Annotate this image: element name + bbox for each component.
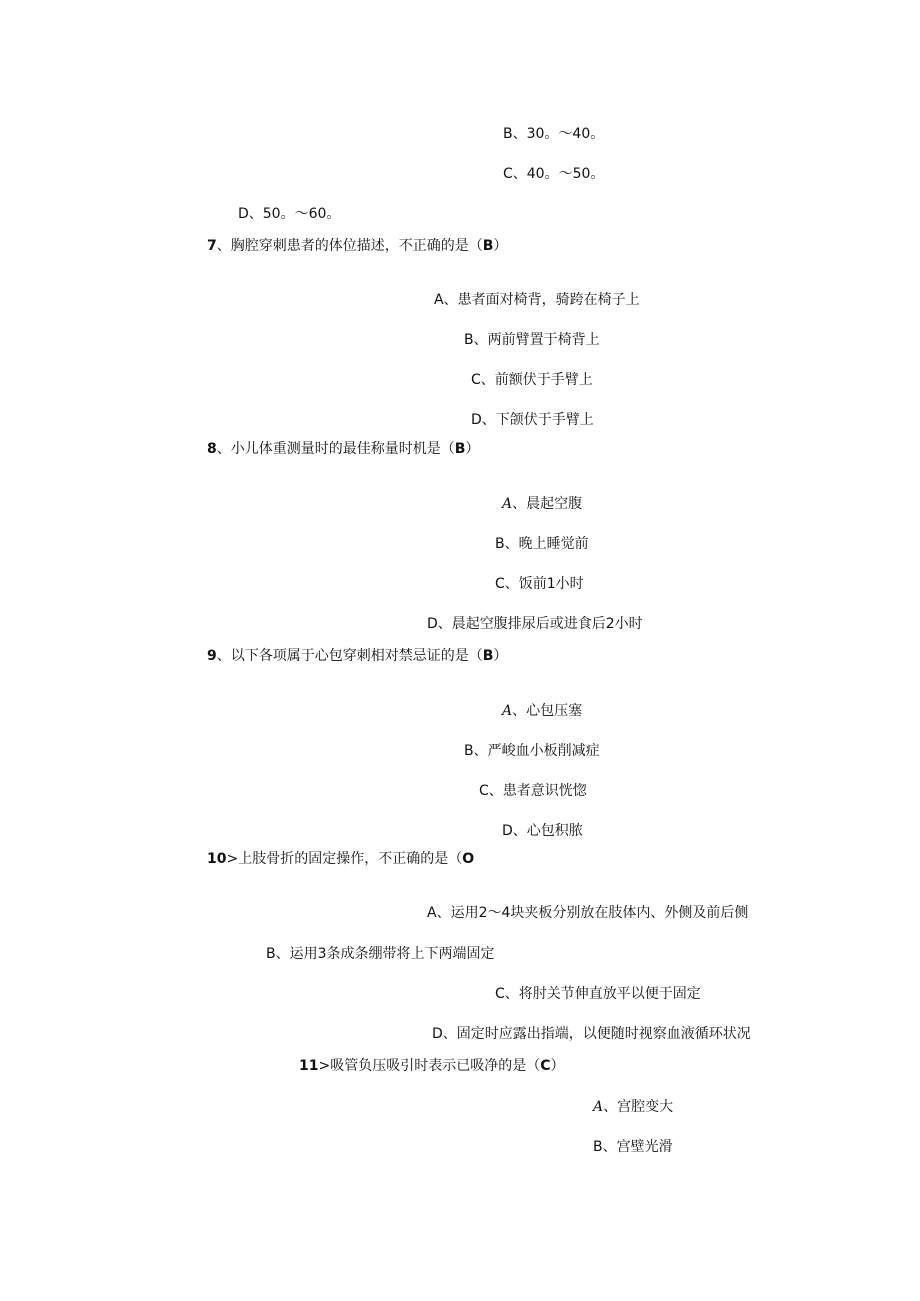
question-number: 10 [207,851,227,867]
answer-letter: O [462,851,475,867]
question-number: 11 [299,1058,319,1074]
q10-option-d: D、固定时应露出指端，以便随时视察血液循环状况 [432,1026,751,1042]
question-close: ） [493,648,508,664]
question-text: >上肢骨折的固定操作，不正确的是（ [226,851,463,867]
q6-option-c: C、40。～50。 [503,166,605,182]
answer-letter: B [454,441,466,457]
option-text: 、心包压塞 [512,703,583,719]
question-text: 、胸腔穿刺患者的体位描述，不正确的是（ [216,238,483,254]
question-text: 、以下各项属于心包穿刺相对禁忌证的是（ [216,648,483,664]
q7-option-b: B、两前臂置于椅背上 [464,332,600,348]
option-letter: A [502,496,513,512]
question-text: >吸管负压吸引时表示已吸净的是（ [318,1058,541,1074]
q8-option-a [502,494,582,514]
q11-option-b: B、宫壁光滑 [593,1139,673,1155]
answer-letter: B [482,238,494,254]
option-letter: A [593,1099,604,1115]
q10-option-a: A、运用2～4块夹板分别放在肢体内、外侧及前后侧 [427,905,749,921]
question-8 [207,439,479,459]
question-11 [299,1056,565,1076]
q10-option-b: B、运用3条成条绷带将上下两端固定 [266,946,495,962]
question-close: ） [550,1058,565,1074]
q6-option-b: B、30。～40。 [503,126,605,142]
question-text: 、小儿体重测量时的最佳称量时机是（ [216,441,455,457]
question-number: 8 [207,441,217,457]
option-text: 、晨起空腹 [512,496,583,512]
q9-option-c: C、患者意识恍惚 [479,783,587,799]
question-number: 7 [207,238,217,254]
q8-option-d: D、晨起空腹排尿后或进食后2小时 [427,616,643,632]
q9-option-d: D、心包积脓 [502,823,583,839]
q7-option-d: D、下颌伏于手臂上 [471,412,594,428]
question-10 [207,849,474,869]
q9-option-b: B、严峻血小板削减症 [464,743,600,759]
q7-option-c: C、前额伏于手臂上 [471,372,593,388]
q11-option-a [593,1097,673,1117]
q6-option-d: D、50。～60。 [238,206,341,222]
question-close: ） [493,238,508,254]
q10-option-c: C、将肘关节伸直放平以便于固定 [495,986,701,1002]
question-close: ） [465,441,480,457]
answer-letter: C [540,1058,551,1074]
question-9 [207,646,507,666]
question-7 [207,236,507,256]
q9-option-a [502,701,582,721]
option-text: 、宫腔变大 [603,1099,674,1115]
question-number: 9 [207,648,217,664]
q7-option-a: A、患者面对椅背，骑跨在椅子上 [434,292,640,308]
q8-option-c: C、饭前1小时 [495,576,584,592]
answer-letter: B [482,648,494,664]
q8-option-b: B、晚上睡觉前 [495,536,589,552]
option-letter: A [502,703,513,719]
